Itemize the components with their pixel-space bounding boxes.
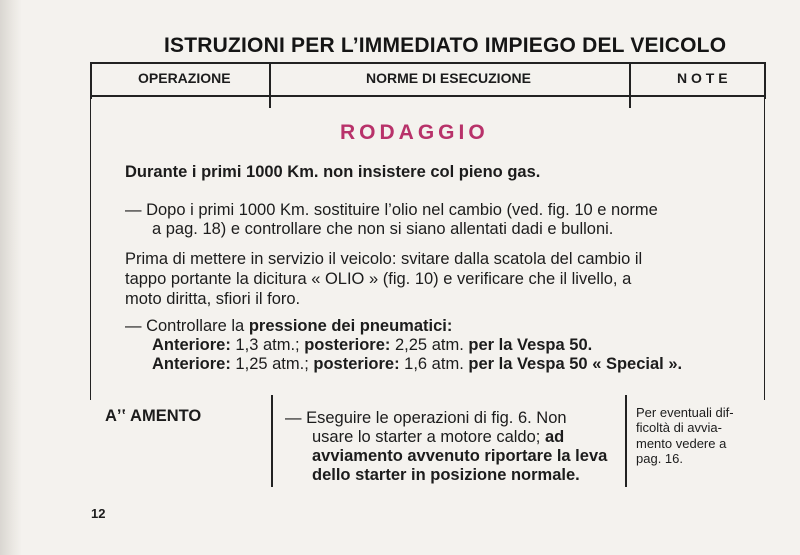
avviamento-line2-plain: usare lo starter a motore caldo; (312, 428, 545, 446)
row2-model: per la Vespa 50 « Special ». (468, 355, 683, 373)
section-title-rodaggio: RODAGGIO (340, 121, 489, 144)
rodaggio-warning: Durante i primi 1000 Km. non insistere col pieno gas. (125, 163, 541, 181)
row1-front-label: Anteriore: (152, 336, 231, 354)
tyre-pressure-row-2 (152, 353, 682, 375)
rodaggio-item1-line2: a pag. 18) e controllare che non si siano allentati dadi e bulloni. (152, 220, 614, 238)
row1-rear-label: posteriore: (304, 336, 391, 354)
rodaggio-para-line2: tappo portante la dicitura « OLIO » (fig. 10) e verificare che il livello, a (125, 270, 632, 288)
avviamento-divider-2 (625, 395, 627, 487)
row2-rear-label: posteriore: (313, 355, 400, 373)
header-divider-2 (629, 62, 631, 108)
rodaggio-item1-line1: — Dopo i primi 1000 Km. sostituire l’olio nel cambio (ved. fig. 10 e norme (125, 201, 658, 219)
row2-front-label: Anteriore: (152, 355, 231, 373)
note-line-1: Per eventuali dif- (636, 405, 734, 420)
row1-front-value: 1,3 atm.; (230, 336, 305, 354)
header-top-rule (90, 62, 766, 64)
row1-rear-value: 2,25 atm. (390, 336, 469, 354)
note-line-4: pag. 16. (636, 451, 683, 467)
header-norme: NORME DI ESECUZIONE (366, 70, 531, 86)
body-left-rule (90, 97, 91, 400)
operation-label-avviamento: Aʼʽ AMENTO (105, 407, 202, 425)
avviamento-divider-1 (271, 395, 273, 487)
rodaggio-para-line1: Prima di mettere in servizio il veicolo: svitare dalla scatola del cambio il (125, 250, 643, 268)
avviamento-line3: avviamento avvenuto riportare la leva (312, 447, 608, 465)
note-line-2: ficoltà di avvia- (636, 420, 722, 436)
header-right-rule (764, 62, 766, 99)
header-bottom-rule (90, 95, 766, 97)
avviamento-line4: dello starter in posizione normale. (312, 466, 580, 484)
row2-front-value: 1,25 atm.; (230, 355, 314, 373)
header-operazione: OPERAZIONE (138, 70, 231, 86)
header-note: N O T E (677, 70, 728, 86)
page-title: ISTRUZIONI PER L’IMMEDIATO IMPIEGO DEL VEICOLO (164, 34, 727, 57)
header-divider-1 (269, 62, 271, 108)
tyre-pressure-intro: — Controllare la (125, 317, 249, 335)
rodaggio-para-line3: moto diritta, sfiori il foro. (125, 290, 301, 308)
avviamento-line1: — Eseguire le operazioni di fig. 6. Non (285, 409, 567, 427)
row2-rear-value: 1,6 atm. (399, 355, 469, 373)
avviamento-note (636, 405, 734, 467)
page-number: 12 (91, 506, 106, 521)
header-left-rule (90, 62, 92, 99)
tyre-pressure-heading: pressione dei pneumatici: (248, 317, 453, 335)
body-right-rule (764, 97, 765, 400)
avviamento-line2-bold: ad (544, 428, 565, 446)
page-binding-shadow (0, 0, 22, 555)
note-line-3: mento vedere a (636, 435, 727, 451)
row1-model: per la Vespa 50. (468, 336, 593, 354)
